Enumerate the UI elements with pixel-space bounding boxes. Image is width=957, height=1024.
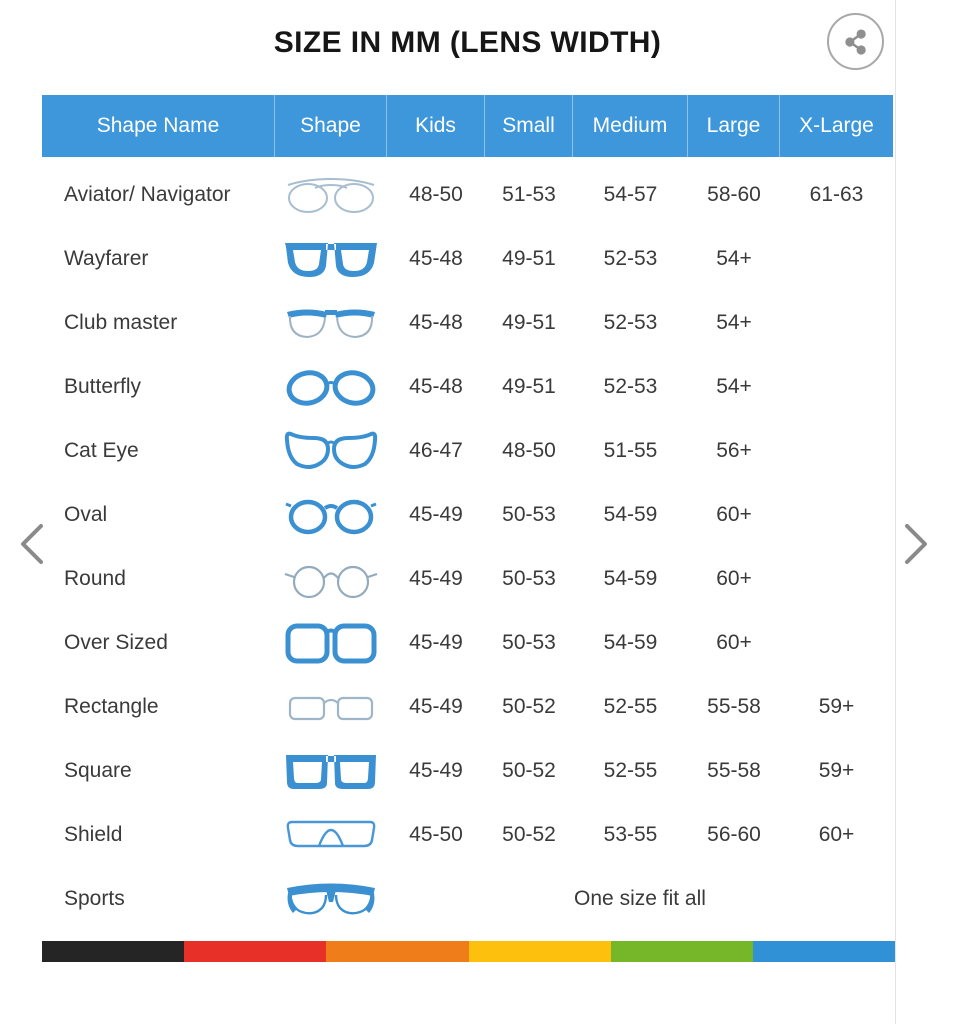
column-header-medium: Medium [573, 95, 688, 157]
size-value: 59+ [818, 759, 855, 782]
size-value: 60+ [716, 567, 752, 590]
chevron-right-icon [896, 520, 934, 568]
size-value: 51-53 [502, 183, 556, 206]
size-value: 54-59 [603, 503, 658, 526]
cateye-glasses-icon [283, 427, 379, 475]
size-value: 60+ [818, 823, 855, 846]
shape-icon-cell [275, 363, 387, 411]
table-row [42, 547, 893, 611]
size-value: 52-53 [603, 311, 658, 334]
shape-icon-cell [275, 235, 387, 283]
color-bar-segment [469, 941, 611, 962]
shape-icon-cell [275, 811, 387, 859]
size-value: 54-59 [603, 567, 658, 590]
size-value: 50-53 [502, 631, 556, 654]
table-row [42, 611, 893, 675]
size-value: 61-63 [809, 183, 864, 206]
rectangle-glasses-icon [283, 683, 379, 731]
size-value: 52-55 [603, 759, 658, 782]
shape-icon-cell [275, 427, 387, 475]
shape-name-label: Wayfarer [64, 247, 149, 270]
size-table [42, 95, 893, 931]
size-value: 60+ [716, 503, 752, 526]
table-row [42, 163, 893, 227]
column-header-small: Small [485, 95, 573, 157]
size-value: 45-49 [409, 759, 463, 782]
table-row [42, 483, 893, 547]
column-header-shape-name: Shape Name [42, 95, 275, 157]
size-value: 51-55 [603, 439, 658, 462]
share-button[interactable] [827, 13, 884, 70]
shape-name-label: Butterfly [64, 375, 142, 398]
size-value: 53-55 [603, 823, 658, 846]
size-value: 50-53 [502, 567, 556, 590]
size-value: 50-53 [502, 503, 556, 526]
size-value: 50-52 [502, 759, 556, 782]
size-value: 45-48 [409, 247, 463, 270]
size-value: 46-47 [409, 439, 463, 462]
sports-glasses-icon [283, 875, 379, 923]
size-value: 45-49 [409, 695, 463, 718]
rainbow-bar [42, 941, 895, 962]
shape-icon-cell [275, 555, 387, 603]
size-value: 55-58 [707, 759, 761, 782]
size-value: 45-49 [409, 567, 463, 590]
size-value: 60+ [716, 631, 752, 654]
table-row [42, 867, 893, 931]
size-value: 56-60 [707, 823, 761, 846]
size-value: 59+ [818, 695, 855, 718]
size-value: 50-52 [502, 695, 556, 718]
carousel-prev-button[interactable] [12, 520, 54, 570]
size-value: 56+ [716, 439, 752, 462]
oversized-glasses-icon [283, 619, 379, 667]
size-value: 52-53 [603, 375, 658, 398]
size-value: 54-57 [603, 183, 658, 206]
table-row [42, 227, 893, 291]
one-size-fit-all-label: One size fit all [574, 887, 706, 910]
column-header-shape: Shape [275, 95, 387, 157]
size-value: 45-49 [409, 503, 463, 526]
size-value: 50-52 [502, 823, 556, 846]
shape-name-label: Square [64, 759, 132, 782]
wayfarer-glasses-icon [283, 235, 379, 283]
color-bar-segment [753, 941, 895, 962]
size-value: 45-50 [409, 823, 463, 846]
clubmaster-glasses-icon [283, 299, 379, 347]
aviator-glasses-icon [283, 171, 379, 219]
table-row [42, 355, 893, 419]
round-glasses-icon [283, 555, 379, 603]
shield-glasses-icon [283, 811, 379, 859]
table-header [42, 95, 893, 157]
shape-icon-cell [275, 683, 387, 731]
shape-name-label: Round [64, 567, 126, 590]
shape-name-label: Over Sized [64, 631, 168, 654]
chevron-left-icon [14, 520, 52, 568]
shape-name-label: Rectangle [64, 695, 159, 718]
size-value: 54+ [716, 247, 752, 270]
carousel-next-button[interactable] [894, 520, 936, 570]
shape-name-label: Cat Eye [64, 439, 139, 462]
size-value: 52-55 [603, 695, 658, 718]
size-value: 48-50 [409, 183, 463, 206]
shape-icon-cell [275, 875, 387, 923]
butterfly-glasses-icon [283, 363, 379, 411]
shape-icon-cell [275, 491, 387, 539]
table-row [42, 675, 893, 739]
column-header-kids: Kids [387, 95, 485, 157]
size-value: 45-48 [409, 311, 463, 334]
size-value: 49-51 [502, 247, 556, 270]
size-value: 54-59 [603, 631, 658, 654]
carousel-slide-divider [895, 0, 896, 1024]
table-row [42, 739, 893, 803]
size-value: 45-49 [409, 631, 463, 654]
size-value: 49-51 [502, 375, 556, 398]
size-value: 54+ [716, 375, 752, 398]
table-body [42, 157, 893, 931]
size-value: 45-48 [409, 375, 463, 398]
size-value: 48-50 [502, 439, 556, 462]
shape-icon-cell [275, 619, 387, 667]
oval-glasses-icon [283, 491, 379, 539]
page-title: SIZE IN MM (LENS WIDTH) [273, 26, 662, 59]
size-value: 54+ [716, 311, 752, 334]
color-bar-segment [611, 941, 753, 962]
color-bar-segment [42, 941, 184, 962]
share-icon [841, 27, 871, 57]
table-row [42, 291, 893, 355]
column-header-x-large: X-Large [799, 114, 874, 137]
shape-icon-cell [275, 171, 387, 219]
shape-name-label: Aviator/ Navigator [64, 183, 231, 206]
color-bar-segment [184, 941, 326, 962]
size-value: 49-51 [502, 311, 556, 334]
square-glasses-icon [283, 747, 379, 795]
size-value: 52-53 [603, 247, 658, 270]
shape-name-label: Club master [64, 311, 178, 334]
shape-name-label: Oval [64, 503, 108, 526]
color-bar-segment [326, 941, 468, 962]
table-row [42, 419, 893, 483]
shape-icon-cell [275, 299, 387, 347]
shape-icon-cell [275, 747, 387, 795]
size-value: 55-58 [707, 695, 761, 718]
table-row [42, 803, 893, 867]
shape-name-label: Sports [64, 887, 125, 910]
column-header-large: Large [688, 95, 780, 157]
shape-name-label: Shield [64, 823, 123, 846]
size-value: 58-60 [707, 183, 761, 206]
